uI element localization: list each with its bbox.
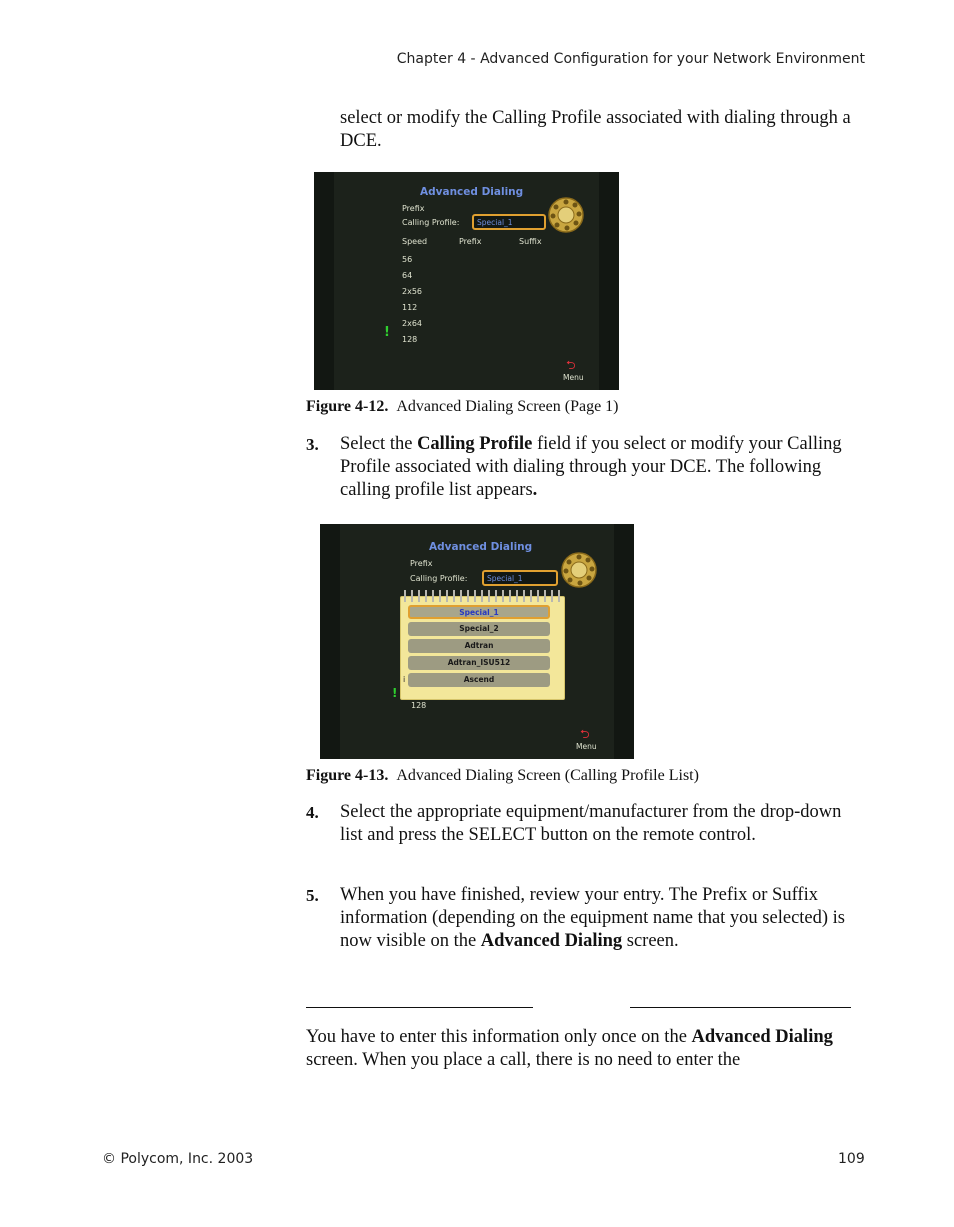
speed-row[interactable]: 128 — [402, 335, 418, 344]
figure-4-13-screenshot — [320, 524, 634, 759]
calling-profile-value: Special_1 — [477, 218, 513, 227]
step-4-text: Select the appropriate equipment/manufacturer from the drop-down list and press the SELECT button on the remote control. — [340, 802, 842, 845]
note-paragraph: You have to enter this information only once on the Advanced Dialing screen. When you place a call, there is no need to enter the — [306, 1027, 833, 1070]
caption-label: Figure 4-12. — [306, 398, 389, 415]
calling-profile-label: Calling Profile: — [410, 574, 468, 583]
caption-text: Advanced Dialing Screen (Page 1) — [396, 398, 619, 415]
intro-paragraph: select or modify the Calling Profile associated with dialing through a DCE. — [340, 108, 851, 151]
notepad-spiral — [401, 590, 564, 602]
speed-row[interactable]: 2x64 — [402, 319, 423, 328]
page-number: 109 — [838, 1151, 865, 1167]
figure-4-12-screenshot — [314, 172, 619, 390]
step-3-text: Select the Calling Profile field if you select or modify your Calling Profile associated with dialing through your DCE. The following calling profile list appears. — [340, 434, 842, 500]
rotary-dial-icon — [560, 551, 598, 589]
screen-title: Advanced Dialing — [420, 186, 524, 198]
column-suffix: Suffix — [519, 237, 542, 246]
caption-label: Figure 4-13. — [306, 767, 389, 784]
speed-row[interactable]: 2x56 — [402, 287, 423, 296]
advanced-dialing-term: Advanced Dialing — [691, 1027, 833, 1047]
running-header: Chapter 4 - Advanced Configuration for your Network Environment — [396, 51, 865, 67]
menu-label[interactable]: Menu — [576, 742, 597, 751]
menu-label[interactable]: Menu — [563, 373, 584, 382]
speed-row-partial: 128 — [411, 701, 427, 710]
screen-title: Advanced Dialing — [429, 541, 533, 553]
step-number: 5. — [306, 886, 319, 905]
prefix-label: Prefix — [410, 559, 433, 568]
info-marker: i — [403, 675, 406, 684]
calling-profile-dropdown[interactable] — [400, 596, 565, 700]
prefix-label: Prefix — [402, 204, 425, 213]
caption-text: Advanced Dialing Screen (Calling Profile List) — [396, 767, 699, 784]
figure-4-13-caption — [306, 767, 699, 785]
note-rule-left — [306, 1007, 533, 1008]
profile-option[interactable]: Adtran_ISU512 — [408, 656, 550, 670]
calling-profile-term: Calling Profile — [417, 434, 533, 454]
profile-option[interactable]: Ascend — [408, 673, 550, 687]
advanced-dialing-term: Advanced Dialing — [480, 931, 623, 951]
calling-profile-value: Special_1 — [487, 574, 523, 583]
rotary-dial-icon — [547, 196, 585, 234]
profile-option[interactable]: Special_2 — [408, 622, 550, 636]
back-arrow-icon[interactable]: ⮌ — [580, 727, 590, 741]
step-5-text: When you have finished, review your entry. The Prefix or Suffix information (depending on the equipment name that you selected) is now visible on the Advanced Dialing screen. — [340, 885, 846, 951]
profile-option-selected[interactable]: Special_1 — [408, 605, 550, 619]
info-indicator-icon: ! — [392, 686, 398, 700]
column-speed: Speed — [402, 237, 428, 246]
info-indicator-icon: ! — [384, 325, 390, 340]
calling-profile-label: Calling Profile: — [402, 218, 460, 227]
calling-profile-field[interactable] — [472, 214, 546, 230]
step-number: 3. — [306, 435, 319, 454]
speed-row[interactable]: 64 — [402, 271, 413, 280]
speed-row[interactable]: 112 — [402, 303, 418, 312]
figure-4-12-caption — [306, 398, 619, 416]
speed-row[interactable]: 56 — [402, 255, 413, 264]
column-prefix: Prefix — [459, 237, 482, 246]
footer-copyright: © Polycom, Inc. 2003 — [102, 1151, 254, 1167]
back-arrow-icon[interactable]: ⮌ — [566, 358, 576, 372]
step-number: 4. — [306, 803, 319, 822]
calling-profile-field[interactable] — [482, 570, 558, 586]
profile-option[interactable]: Adtran — [408, 639, 550, 653]
note-rule-right — [630, 1007, 851, 1008]
